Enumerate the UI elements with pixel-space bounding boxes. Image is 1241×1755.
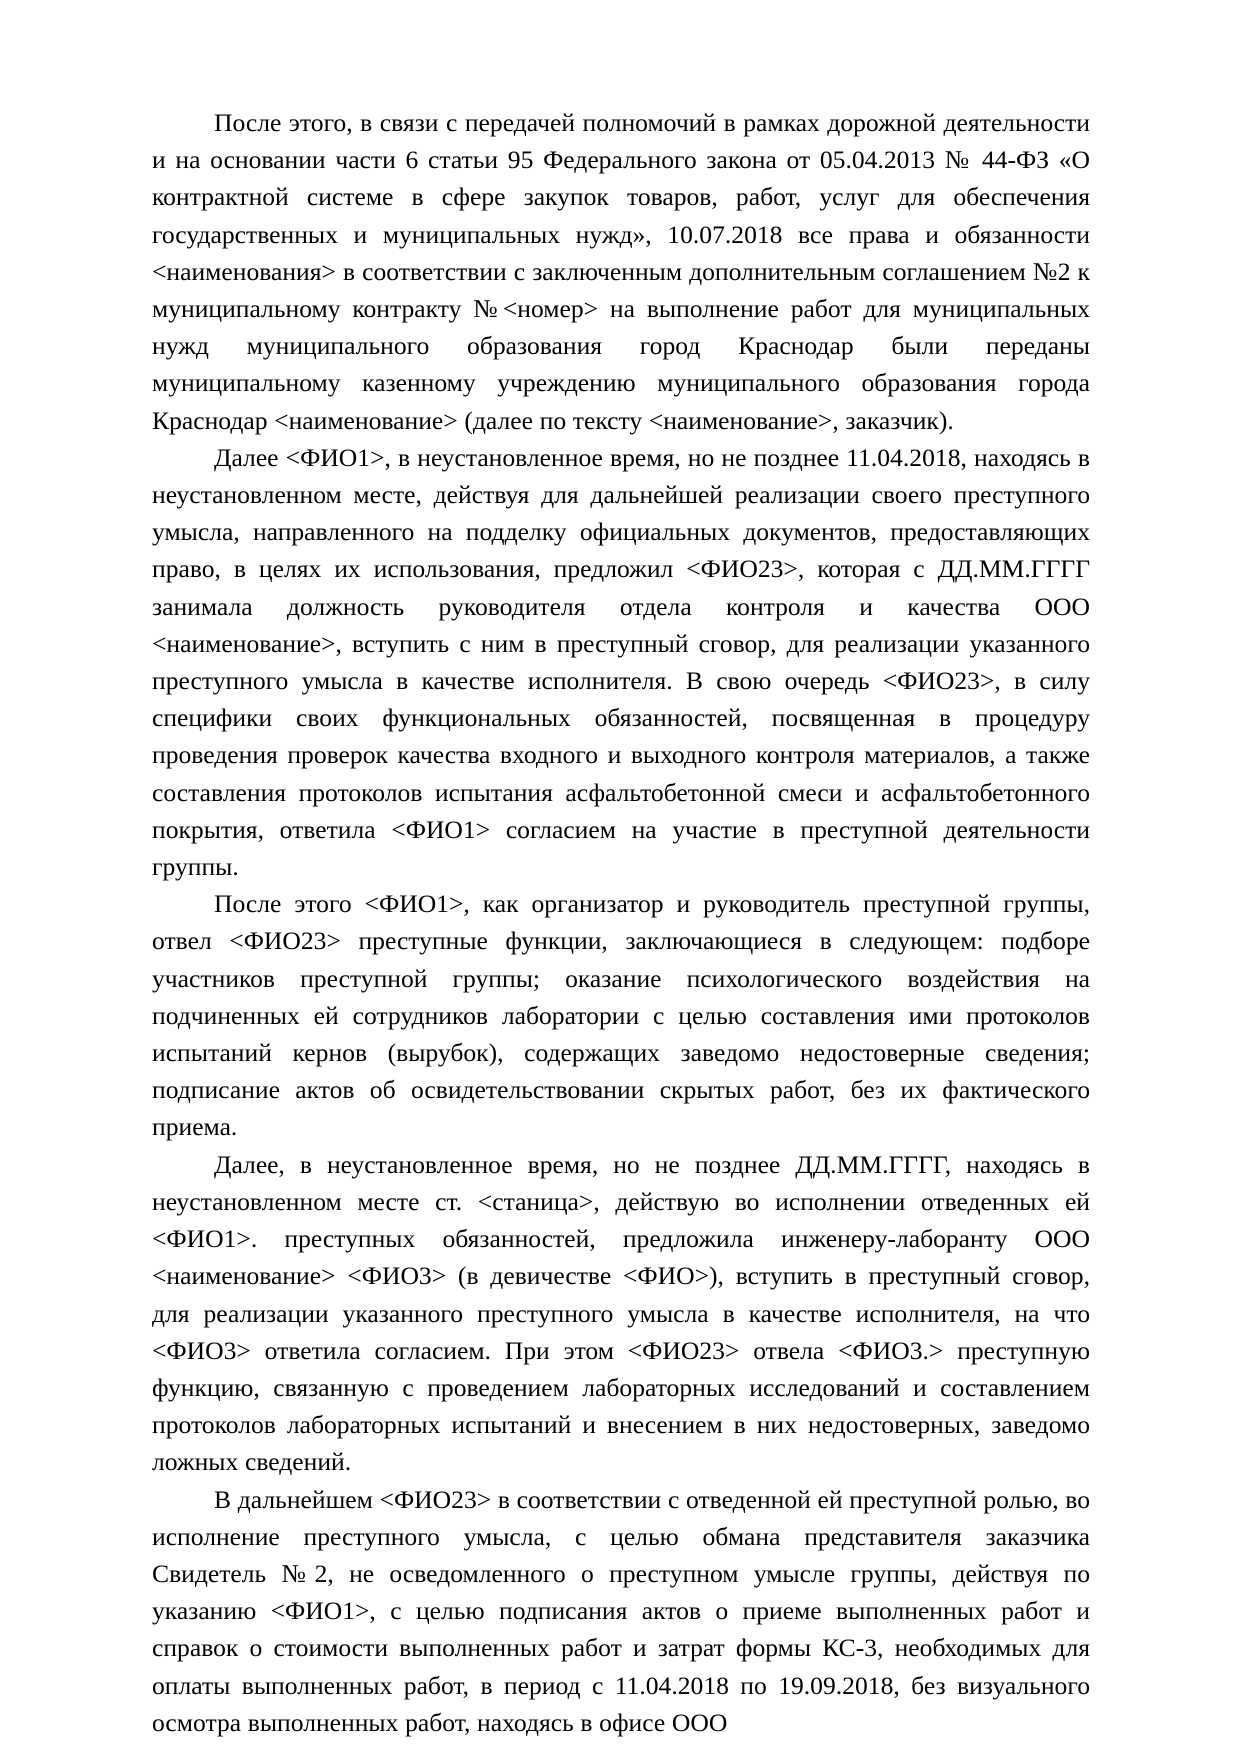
- paragraph-5: В дальнейшем <ФИО23> в соответствии с отведенной ей преступной ролью, во исполнение преступного умысла, с целью обмана представителя заказчика Свидетель №2, не осведомленного о преступном умысле группы, действуя по указанию <ФИО1>, с целью подписания актов о приеме выполненных работ и справок о стоимости выполненных работ и затрат формы КС-3, необходимых для оплаты выполненных работ, в период с 11.04.2018 по 19.09.2018, без визуального осмотра выполненных работ, находясь в офисе ООО: [152, 1484, 1090, 1737]
- paragraph-1: После этого, в связи с передачей полномочий в рамках дорожной деятельности и на основании части 6 статьи 95 Федерального закона от 05.04.2013 № 44-ФЗ «О контрактной системе в сфере закупок товаров, работ, услуг для обеспечения государственных и муниципальных нужд», 10.07.2018 все права и обязанности <наименования> в соответствии с заключенным дополнительным соглашением №2 к муниципальному контракту №<номер> на выполнение работ для муниципальных нужд муниципального образования город Краснодар были переданы муниципальному казенному учреждению муниципального образования города Краснодар <наименование> (далее по тексту <наименование>, заказчик).: [152, 108, 1090, 435]
- paragraph-3: После этого <ФИО1>, как организатор и руководитель преступной группы, отвел <ФИО23> преступные функции, заключающиеся в следующем: подборе участников преступной группы; оказание психологического воздействия на подчиненных ей сотрудников лаборатории с целью составления ими протоколов испытаний кернов (вырубок), содержащих заведомо недостоверные сведения; подписание актов об освидетельствовании скрытых работ, без их фактического приема.: [152, 889, 1090, 1142]
- paragraph-4: Далее, в неустановленное время, но не позднее ДД.ММ.ГГГГ, находясь в неустановленном месте ст. <станица>, действую во исполнении отведенных ей <ФИО1>. преступных обязанностей, предложила инженеру-лаборанту ООО <наименование> <ФИО3> (в девичестве <ФИО>), вступить в преступный сговор, для реализации указанного преступного умысла в качестве исполнителя, на что <ФИО3> ответила согласием. При этом <ФИО23> отвела <ФИО3.> преступную функцию, связанную с проведением лабораторных исследований и составлением протоколов лабораторных испытаний и внесением в них недостоверных, заведомо ложных сведений.: [152, 1149, 1090, 1477]
- paragraph-2: Далее <ФИО1>, в неустановленное время, но не позднее 11.04.2018, находясь в неустановленном месте, действуя для дальнейшей реализации своего преступного умысла, направленного на подделку официальных документов, предоставляющих право, в целях их использования, предложил <ФИО23>, которая с ДД.ММ.ГГГГ занимала должность руководителя отдела контроля и качества ООО <наименование>, вступить с ним в преступный сговор, для реализации указанного преступного умысла в качестве исполнителя. В свою очередь <ФИО23>, в силу специфики своих функциональных обязанностей, посвященная в процедуру проведения проверок качества входного и выходного контроля материалов, а также составления протоколов испытания асфальтобетонной смеси и асфальтобетонного покрытия, ответила <ФИО1> согласием на участие в преступной деятельности группы.: [152, 442, 1090, 882]
- document-body: [152, 104, 1090, 1741]
